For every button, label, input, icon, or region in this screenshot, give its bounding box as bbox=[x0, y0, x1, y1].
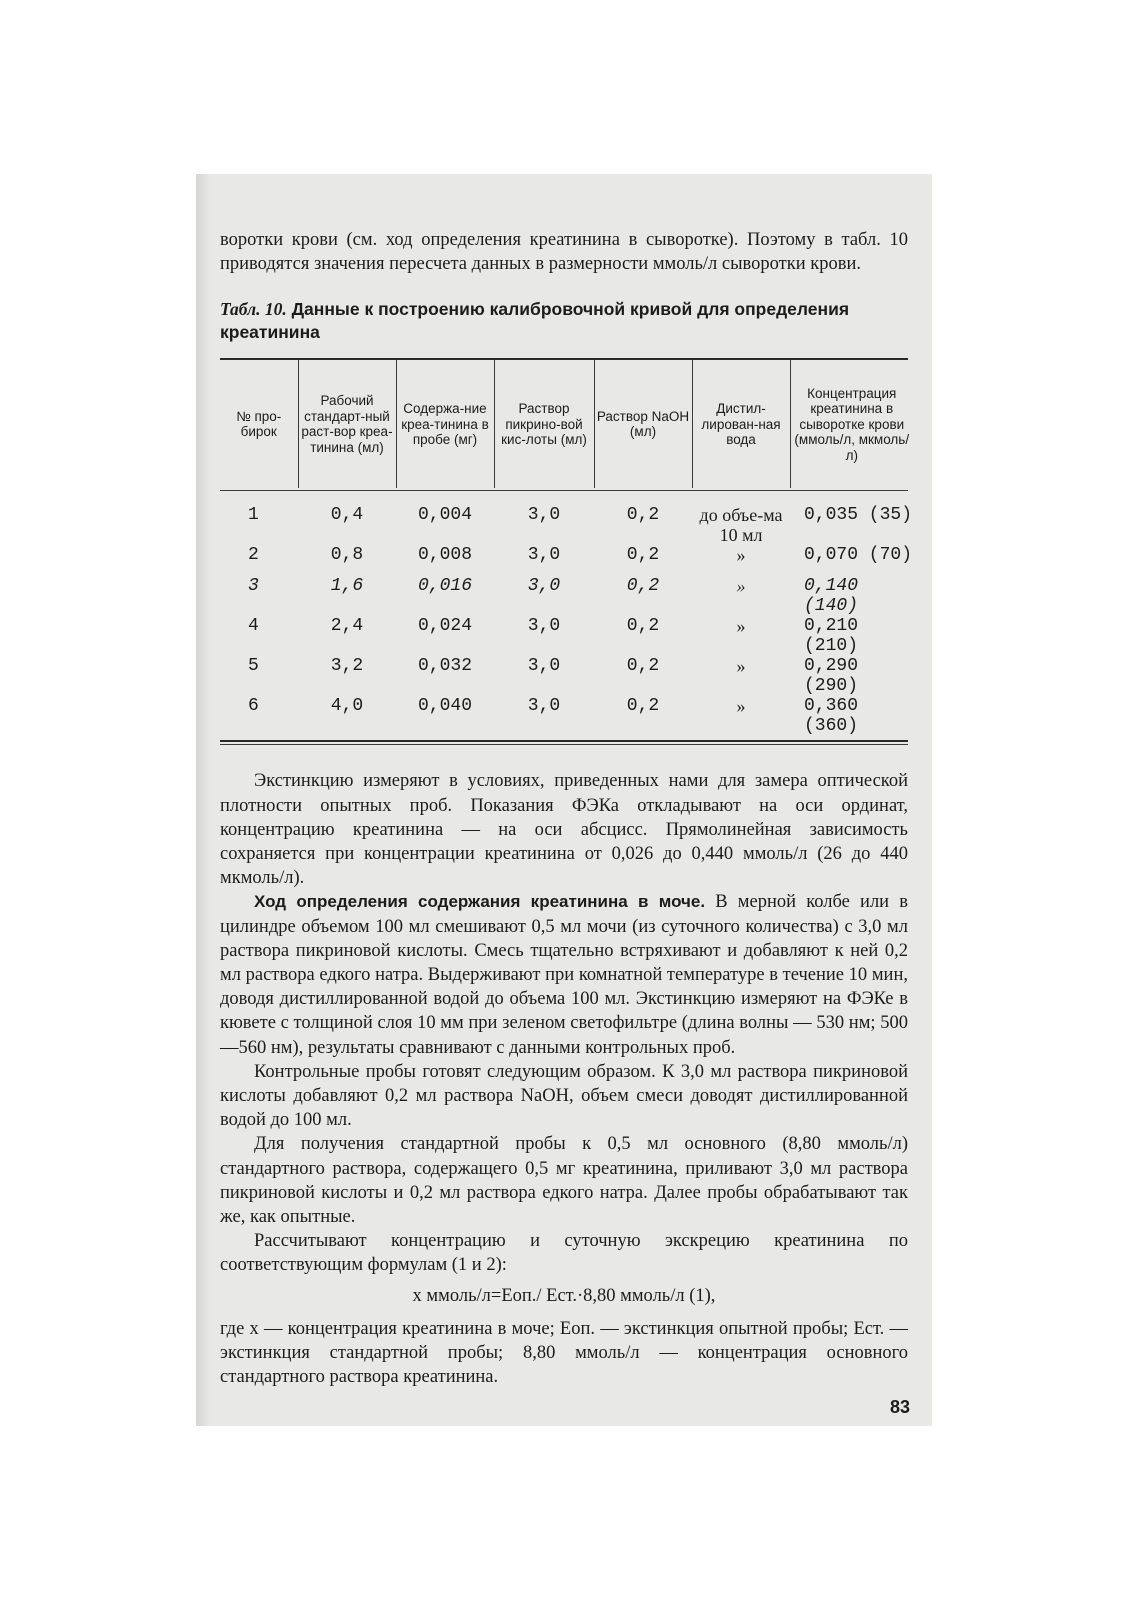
cell-content: 0,016 bbox=[417, 576, 472, 597]
urine-procedure-text: В мерной колбе или в цилиндре объемом 100 мл смешивают 0,5 мл мочи (из суточного количества) с 3,0 мл раствора пикриновой кислоты. Смесь тщательно встряхивают и добавляют к ней 0,2 мл раствора едкого натра. Выдерживают при комнатной температуре в течение 10 мин, доводя дистиллированной водой до объема 100 мл. Экстинкцию измеряют на ФЭКе в кювете с толщиной слоя 10 мм при зеленом светофильтре (длина волны — 530 нм; 500—560 нм), результаты сравнивают с данными контрольных проб. bbox=[220, 892, 909, 1058]
cell-concentration: 0,290 (290) bbox=[804, 656, 859, 697]
cell-picric: 3,0 bbox=[527, 616, 561, 637]
cell-content: 0,004 bbox=[417, 505, 472, 526]
cell-content: 0,040 bbox=[417, 696, 472, 717]
cell-tube: 3 bbox=[248, 576, 259, 597]
page-number: 83 bbox=[889, 1397, 910, 1417]
header-tube-number: № про-бирок bbox=[236, 408, 282, 440]
cell-water: » bbox=[736, 656, 746, 677]
cell-content: 0,024 bbox=[417, 616, 472, 637]
cell-naoh: 0,2 bbox=[626, 576, 660, 597]
table-row bbox=[220, 656, 913, 696]
cell-naoh: 0,2 bbox=[626, 616, 660, 637]
calibration-table bbox=[220, 358, 913, 745]
standard-sample-paragraph: Для получения стандартной пробы к 0,5 мл основного (8,80 ммоль/л) стандартного раствора, содержащего 0,5 мг креатинина, приливают 3,0 мл раствора пикриновой кислоты и 0,2 мл раствора едкого натра. Далее пробы обрабатывают так же, как опытные. bbox=[220, 1134, 908, 1228]
cell-naoh: 0,2 bbox=[626, 696, 660, 717]
calculation-paragraph: Рассчитывают концентрацию и суточную экскрецию креатинина по соответствующим формулам (1 и 2): bbox=[220, 1231, 908, 1276]
cell-content: 0,032 bbox=[417, 656, 472, 677]
extinction-paragraph: Экстинкцию измеряют в условиях, приведенных нами для замера оптической плотности опытных проб. Показания ФЭКа откладывают на оси ординат, концентрацию креатинина — на оси абсцисс. Прямолинейная зависимость сохраняется при концентрации креатинина от 0,026 до 0,440 ммоль/л (26 до 440 мкмоль/л). bbox=[220, 771, 908, 889]
table-row bbox=[220, 491, 913, 545]
cell-standard: 3,2 bbox=[330, 656, 364, 677]
cell-standard: 0,8 bbox=[330, 545, 364, 566]
cell-standard: 1,6 bbox=[330, 576, 364, 597]
control-samples-paragraph: Контрольные пробы готовят следующим образом. К 3,0 мл раствора пикриновой кислоты добавляют 0,2 мл раствора NaOH, объем смеси доводят дистиллированной водой до 100 мл. bbox=[220, 1061, 908, 1131]
intro-paragraph: воротки крови (см. ход определения креатинина в сыворотке). Поэтому в табл. 10 приводятся значения пересчета данных в размерности ммоль/л сыворотки крови. bbox=[220, 230, 908, 275]
cell-picric: 3,0 bbox=[527, 576, 561, 597]
cell-concentration: 0,140 (140) bbox=[804, 576, 859, 617]
header-picric-acid: Раствор пикрино-вой кис-лоты (мл) bbox=[494, 360, 594, 488]
book-page bbox=[196, 174, 932, 1426]
cell-concentration: 0,360 (360) bbox=[804, 696, 859, 737]
cell-naoh: 0,2 bbox=[626, 545, 660, 566]
table-caption bbox=[220, 298, 908, 344]
formula-1: х ммоль/л=Eоп./ Eст.·8,80 ммоль/л (1), bbox=[412, 1285, 716, 1306]
cell-tube: 2 bbox=[248, 545, 259, 566]
cell-water: » bbox=[736, 616, 746, 637]
header-concentration: Концентрация креатинина в сыворотке крови (ммоль/л, мкмоль/л) bbox=[790, 360, 913, 488]
cell-standard: 2,4 bbox=[330, 616, 364, 637]
table-title: Данные к построению калибровочной кривой для определения креатинина bbox=[220, 299, 850, 343]
cell-standard: 4,0 bbox=[330, 696, 364, 717]
table-row bbox=[220, 696, 913, 736]
table-row bbox=[220, 576, 913, 616]
formula-legend: где х — концентрация креатинина в моче; Eоп. — экстинкция опытной пробы; Eст. — экстинкция стандартной пробы; 8,80 ммоль/л — концентрация основного стандартного раствора креатинина. bbox=[220, 1318, 908, 1388]
cell-standard: 0,4 bbox=[330, 505, 364, 526]
table-header-row bbox=[220, 360, 913, 488]
cell-tube: 6 bbox=[248, 696, 259, 717]
cell-tube: 1 bbox=[248, 505, 259, 526]
cell-concentration: 0,035 (35) bbox=[804, 505, 913, 526]
cell-naoh: 0,2 bbox=[626, 656, 660, 677]
cell-naoh: 0,2 bbox=[626, 505, 660, 526]
cell-tube: 5 bbox=[248, 656, 259, 677]
table-row bbox=[220, 545, 913, 576]
cell-water: » bbox=[736, 545, 746, 566]
cell-content: 0,008 bbox=[417, 545, 472, 566]
table-bottom-rule bbox=[220, 740, 908, 742]
cell-tube: 4 bbox=[248, 616, 259, 637]
header-naoh: Раствор NaOH (мл) bbox=[594, 360, 692, 488]
cell-picric: 3,0 bbox=[527, 505, 561, 526]
header-creatinine-content: Содержа-ние креа-тинина в пробе (мг) bbox=[396, 360, 494, 488]
cell-water: » bbox=[736, 696, 746, 717]
cell-picric: 3,0 bbox=[527, 656, 561, 677]
header-distilled-water: Дистил-лирован-ная вода bbox=[692, 360, 790, 488]
table-row bbox=[220, 616, 913, 656]
table-label: Табл. 10. bbox=[220, 299, 287, 320]
urine-procedure-paragraph bbox=[220, 890, 908, 1059]
page-content bbox=[220, 228, 913, 1389]
cell-concentration: 0,210 (210) bbox=[804, 616, 859, 657]
cell-water: » bbox=[736, 576, 746, 597]
cell-picric: 3,0 bbox=[527, 545, 561, 566]
urine-procedure-heading: Ход определения содержания креатинина в моче. bbox=[254, 892, 706, 912]
header-working-standard: Рабочий стандарт-ный раст-вор креа-тинина (мл) bbox=[298, 360, 396, 488]
cell-picric: 3,0 bbox=[527, 696, 561, 717]
cell-water: до объе-ма 10 мл bbox=[699, 505, 783, 546]
cell-concentration: 0,070 (70) bbox=[804, 545, 913, 566]
table-bottom-rule-thin bbox=[220, 744, 908, 745]
